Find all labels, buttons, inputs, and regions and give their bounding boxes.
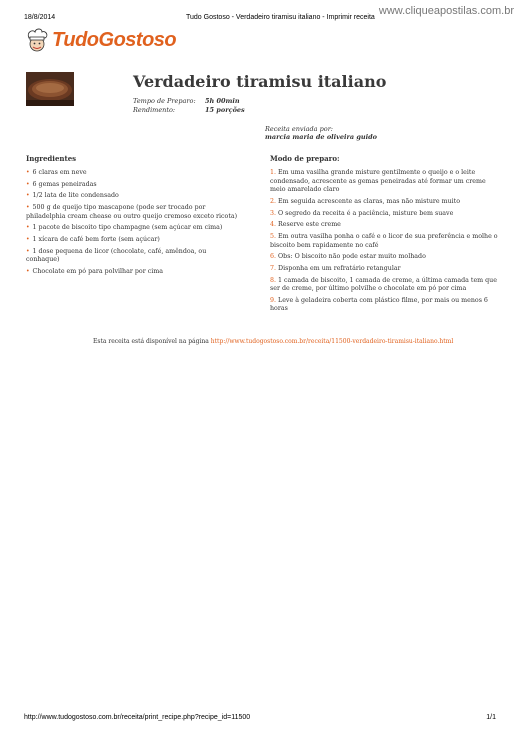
ingredient-item — [26, 192, 241, 201]
step-number: 9. — [270, 296, 277, 304]
print-page-title: Tudo Gostoso - Verdadeiro tiramisu italiano - Imprimir receita — [186, 14, 375, 21]
site-logo: TudoGostoso — [52, 29, 177, 51]
bullet-icon: • — [26, 204, 30, 212]
ingredient-text: 500 g de queijo tipo mascapone (pode ser trocado por philadelphia cream chease ou outro queijo cremoso exceto ricota) — [26, 204, 238, 220]
recipe-photo — [26, 72, 74, 106]
recipe-title: Verdadeiro tiramisu italiano — [133, 72, 387, 91]
step-text: Obs: O biscoito não pode estar muito molhado — [278, 253, 426, 261]
availability-text: Esta receita está disponível na página — [93, 338, 209, 345]
ingredient-item — [26, 248, 241, 265]
step-number: 6. — [270, 253, 277, 261]
step-number: 4. — [270, 221, 277, 229]
step-number: 7. — [270, 264, 277, 272]
step-text: Em uma vasilha grande misture gentilmente o queijo e o leite condensado, acrescente as gemas peneiradas até formar um creme meio amarelado claro — [270, 169, 486, 194]
ingredient-text: 1 xícara de café bem forte (sem açúcar) — [32, 236, 160, 244]
ingredient-text: Chocolate em pó para polvilhar por cima — [32, 268, 163, 275]
ingredient-text: 1 dose pequena de licor (chocolate, café, amêndoa, ou conhaque) — [26, 247, 207, 264]
bullet-icon: • — [26, 192, 30, 200]
bullet-icon: • — [26, 224, 30, 232]
step-number: 2. — [270, 197, 277, 205]
step-text: O segredo da receita é a paciência, misture bem suave — [278, 209, 454, 217]
bullet-icon: • — [26, 236, 30, 244]
step-number: 3. — [270, 209, 277, 217]
ingredient-item — [26, 204, 241, 221]
step-number: 1. — [270, 169, 277, 176]
preparation-step — [270, 297, 500, 314]
preparation-step — [270, 210, 500, 219]
ingredient-item — [26, 181, 241, 190]
bullet-icon: • — [26, 169, 30, 176]
sent-by-label: Receita enviada por: — [265, 125, 333, 133]
print-footer-url: http://www.tudogostoso.com.br/receita/print_recipe.php?recipe_id=11500 — [24, 714, 251, 721]
step-number: 5. — [270, 232, 277, 240]
step-text: Disponha em um refratário retangular — [278, 264, 401, 272]
step-text: Leve à geladeira coberta com plástico filme, por mais ou menos 6 horas — [270, 296, 488, 313]
ingredient-item — [26, 236, 241, 245]
preparation-step — [270, 233, 500, 250]
bullet-icon: • — [26, 268, 30, 275]
ingredient-item — [26, 169, 241, 178]
step-text: Em seguida acrescente as claras, mas não misture muito — [278, 197, 460, 205]
bullet-icon: • — [26, 180, 30, 188]
preparation-title: Modo de preparo: — [270, 154, 340, 163]
ingredient-text: 6 gemas peneiradas — [32, 180, 97, 188]
sent-by-value: marcia maria de oliveira guido — [265, 133, 377, 141]
preparation-list — [270, 169, 500, 317]
ingredient-text: 1/2 lata de lite condensado — [32, 192, 119, 200]
yield-label: Rendimento: — [133, 106, 176, 114]
preparation-step — [270, 277, 500, 294]
ingredient-item — [26, 224, 241, 233]
yield-value: 15 porções — [205, 106, 245, 114]
watermark-text: www.cliqueapostilas.com.br — [378, 5, 514, 17]
recipe-url-link[interactable]: http://www.tudogostoso.com.br/receita/11500-verdadeiro-tiramisu-italiano.html — [210, 338, 454, 345]
ingredient-text: 6 claras em neve — [32, 169, 87, 176]
ingredients-list — [26, 169, 241, 280]
step-text: 1 camada de biscoito, 1 camada de creme, a última camada tem que ser de creme, por último polvilhe o chocolate em pó por cima — [270, 276, 497, 293]
preparation-step — [270, 253, 500, 262]
print-date: 18/8/2014 — [24, 14, 56, 21]
step-text: Em outra vasilha ponha o café e o licor de sua preferência e molhe o biscoito bem rapidamente no café — [270, 232, 498, 249]
ingredient-item — [26, 268, 241, 277]
bullet-icon: • — [26, 247, 30, 255]
preparation-step — [270, 221, 500, 230]
prep-time-value: 5h 00min — [205, 97, 240, 105]
preparation-step — [270, 169, 500, 195]
step-text: Reserve este creme — [278, 221, 341, 229]
print-page-number: 1/1 — [486, 714, 496, 721]
ingredient-text: 1 pacote de biscoito tipo champagne (sem açúcar em cima) — [32, 224, 223, 232]
step-number: 8. — [270, 276, 277, 284]
chef-hat-icon — [24, 27, 50, 53]
preparation-step — [270, 198, 500, 207]
ingredients-title: Ingredientes — [26, 154, 77, 163]
preparation-step — [270, 265, 500, 274]
prep-time-label: Tempo de Preparo: — [133, 97, 196, 105]
availability-line — [93, 338, 493, 345]
